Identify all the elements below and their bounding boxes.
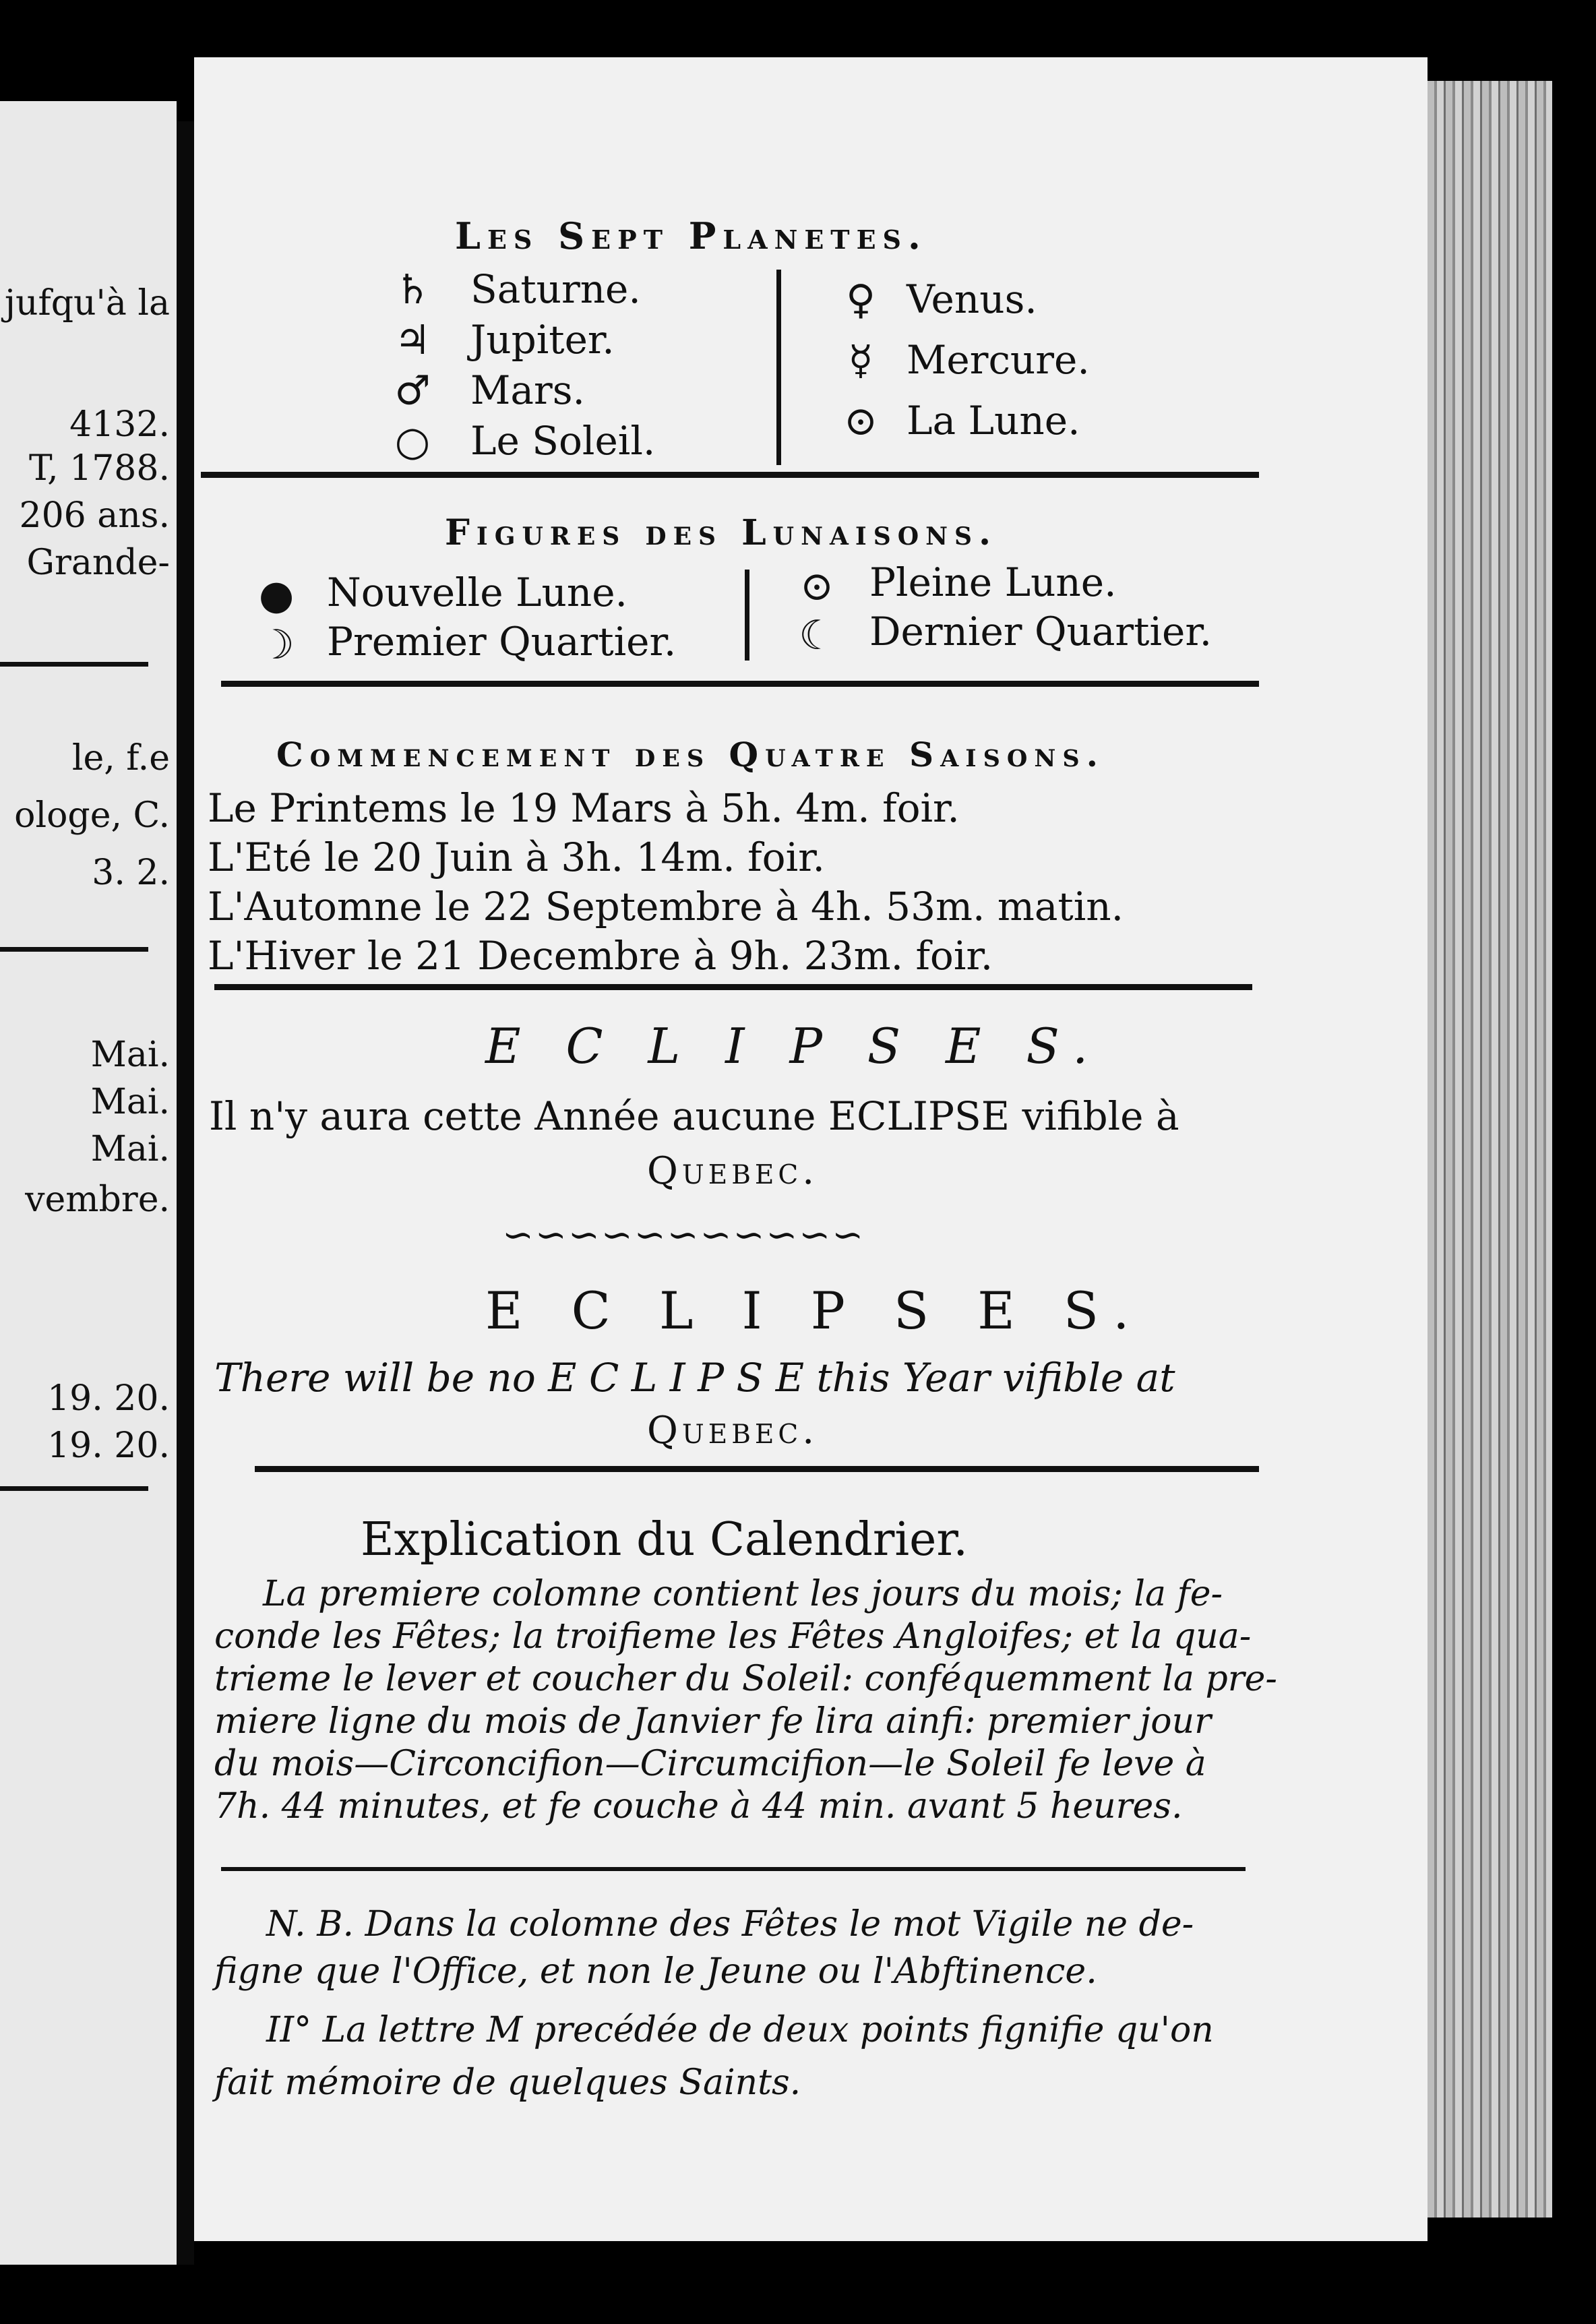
- lunation-name: Premier Quartier.: [327, 619, 677, 665]
- left-page-line: vembre.: [25, 1180, 170, 1220]
- mars-icon: ♂: [394, 367, 431, 415]
- section-rule: [214, 984, 1252, 990]
- planet-name: Saturne.: [470, 266, 641, 312]
- left-page-line: 206 ans.: [19, 495, 170, 536]
- season-line: Le Printems le 19 Mars à 5h. 4m. foir.: [208, 785, 960, 831]
- lunation-name: Dernier Quartier.: [869, 609, 1213, 654]
- eclipses-fr-title: E C L I P S E S.: [485, 1018, 1103, 1074]
- left-page-rule: [0, 947, 148, 952]
- season-line: L'Automne le 22 Septembre à 4h. 53m. matin.: [208, 884, 1124, 929]
- venus-icon: ♀: [846, 276, 876, 324]
- eclipses-en-place: Quebec.: [647, 1409, 819, 1452]
- mercury-icon: ☿: [848, 337, 873, 384]
- lunations-title: Figures des Lunaisons.: [445, 512, 998, 553]
- left-page-line: Mai.: [90, 1082, 170, 1122]
- left-page-line: Grande-: [26, 543, 170, 583]
- left-page-line: Mai.: [90, 1129, 170, 1169]
- explication-line: du mois—Circoncifion—Circumcifion—le Soleil fe leve à: [214, 1744, 1206, 1784]
- planet-name: Mars.: [470, 367, 585, 413]
- planet-name: La Lune.: [907, 398, 1080, 444]
- seasons-title: Commencement des Quatre Saisons.: [276, 735, 1105, 774]
- planets-title: Les Sept Planetes.: [455, 214, 927, 257]
- section-rule: [255, 1466, 1259, 1472]
- explication-line: trieme le lever et coucher du Soleil: conféquemment la pre-: [214, 1659, 1277, 1699]
- season-line: L'Hiver le 21 Decembre à 9h. 23m. foir.: [208, 933, 993, 979]
- page-edges: [1428, 81, 1552, 2218]
- eclipses-fr-place: Quebec.: [647, 1149, 819, 1193]
- moon-icon: ⊙: [843, 398, 878, 445]
- sun-icon: ○: [394, 418, 431, 465]
- note-line: N. B. Dans la colomne des Fêtes le mot Vigile ne de-: [266, 1904, 1194, 1945]
- left-page-line: 19. 20.: [47, 1378, 170, 1419]
- saturn-icon: ♄: [394, 266, 431, 313]
- note-line: II° La lettre M precédée de deux points fignifie qu'on: [266, 2010, 1214, 2050]
- left-page-line: jufqu'à la: [4, 283, 170, 324]
- explication-line: La premiere colomne contient les jours du mois; la fe-: [263, 1574, 1223, 1614]
- explication-line: 7h. 44 minutes, et fe couche à 44 min. avant 5 heures.: [214, 1786, 1183, 1827]
- jupiter-icon: ♃: [394, 317, 431, 364]
- left-page-line: 3. 2.: [92, 853, 170, 893]
- full-moon-icon: ⊙: [799, 563, 834, 610]
- planet-name: Le Soleil.: [470, 418, 656, 464]
- eclipses-fr-text: Il n'y aura cette Année aucune ECLIPSE vifible à: [209, 1093, 1179, 1139]
- eclipses-en-text: There will be no E C L I P S E this Year vifible at: [214, 1355, 1175, 1401]
- left-page: [0, 101, 177, 2265]
- section-rule: [221, 1867, 1246, 1871]
- left-page-line: Mai.: [90, 1035, 170, 1075]
- first-quarter-icon: ☽: [258, 621, 295, 669]
- section-rule: [201, 472, 1259, 478]
- left-page-rule: [0, 662, 148, 667]
- left-page-rule: [0, 1486, 148, 1491]
- last-quarter-icon: ☾: [799, 612, 835, 659]
- explication-line: conde les Fêtes; la troifieme les Fêtes Angloifes; et la qua-: [214, 1616, 1252, 1657]
- explication-line: miere ligne du mois de Janvier fe lira ainfi: premier jour: [214, 1701, 1211, 1742]
- planet-name: Venus.: [907, 276, 1037, 322]
- left-page-line: 19. 20.: [47, 1426, 170, 1466]
- explication-title: Explication du Calendrier.: [361, 1513, 969, 1566]
- ornament-divider: ∽∽∽∽∽∽∽∽∽∽∽: [502, 1213, 865, 1257]
- new-moon-icon: ●: [258, 572, 295, 619]
- left-page-line: le, f.e: [71, 738, 170, 778]
- section-rule: [221, 681, 1259, 687]
- planet-name: Mercure.: [907, 337, 1090, 383]
- lunation-name: Nouvelle Lune.: [327, 570, 627, 615]
- planets-divider: [776, 270, 781, 465]
- eclipses-en-title: E C L I P S E S.: [485, 1281, 1146, 1341]
- planet-name: Jupiter.: [470, 317, 615, 363]
- left-page-line: T, 1788.: [29, 448, 170, 489]
- lunation-name: Pleine Lune.: [869, 559, 1117, 605]
- lunations-divider: [745, 570, 749, 661]
- note-line: fait mémoire de quelques Saints.: [214, 2062, 801, 2103]
- season-line: L'Eté le 20 Juin à 3h. 14m. foir.: [208, 834, 825, 880]
- left-page-line: ologe, C.: [14, 795, 170, 836]
- note-line: figne que l'Office, et non le Jeune ou l'Abftinence.: [214, 1951, 1097, 1992]
- book-gutter: [177, 121, 194, 2265]
- left-page-line: 4132.: [69, 404, 170, 445]
